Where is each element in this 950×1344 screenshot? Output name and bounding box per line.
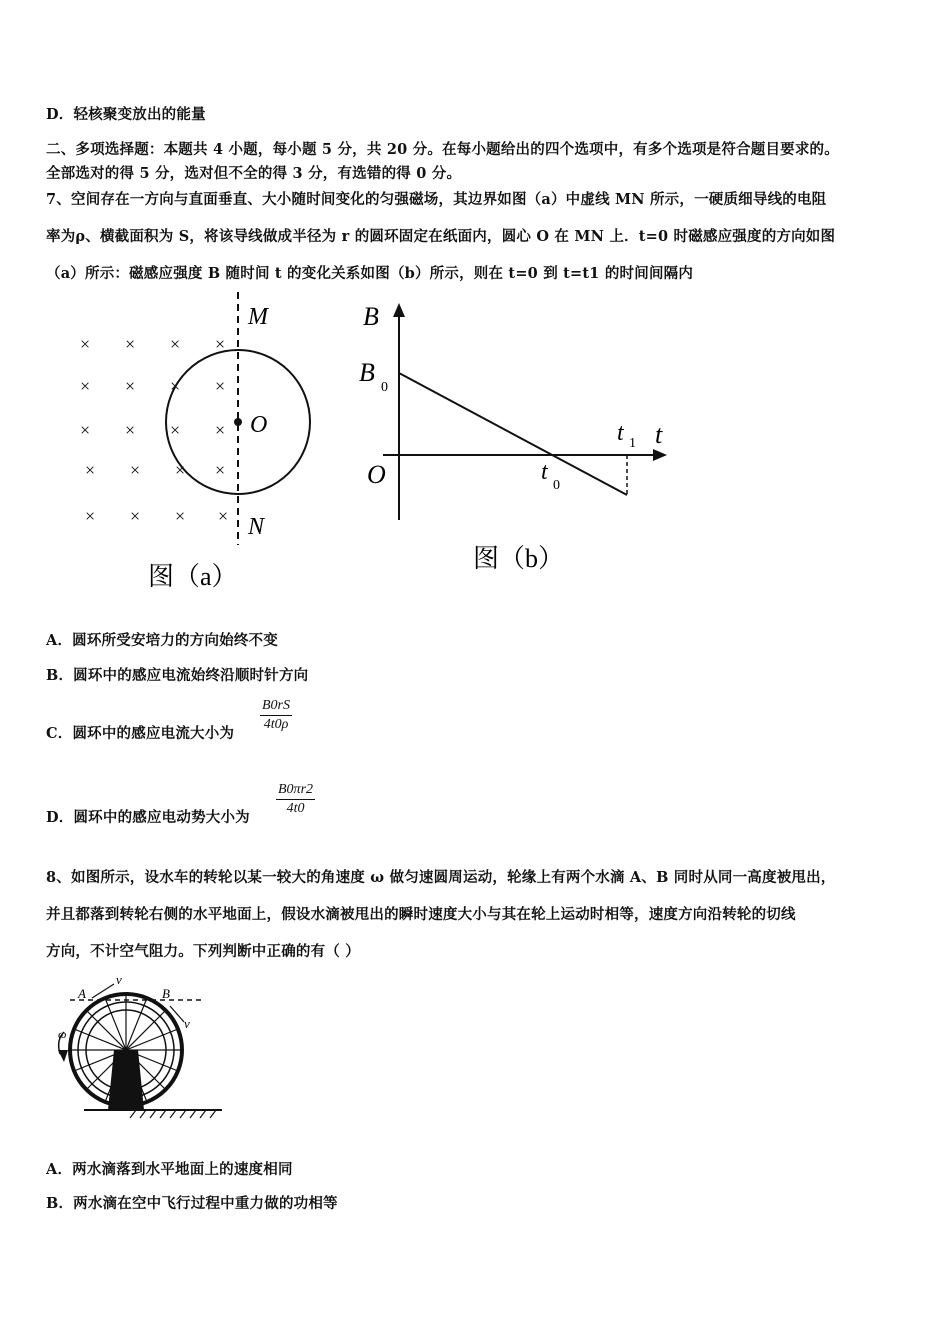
label-t0-sub: 0 [553,478,560,493]
label-t0: t [541,459,548,485]
caption-a: 图（a） [148,562,238,591]
svg-text:×: × [80,420,91,440]
q7-option-c-fraction [260,698,292,733]
q7-stem-3: （a）所示：磁感应强度 B 随时间 t 的变化关系如图（b）所示，则在 t=0 到 t=t1 的时间间隔内 [46,265,694,282]
center-dot [234,418,242,426]
label-t1-sub: 1 [629,436,636,451]
q8-stem-1: 8、如图所示，设水车的转轮以某一较大的角速度 ω 做匀速圆周运动，轮缘上有两个水滴 A、B 同时从同一高度被甩出， [46,869,836,886]
svg-text:×: × [80,376,91,396]
b-axis-arrow [393,303,405,317]
q7-option-d-fraction [276,782,315,817]
svg-text:×: × [125,376,136,396]
svg-text:×: × [215,334,226,354]
svg-text:×: × [125,420,136,440]
svg-text:×: × [125,334,136,354]
label-origin: O [367,460,386,489]
q7-stem-1: 7、空间存在一方向与直面垂直、大小随时间变化的匀强磁场，其边界如图（a）中虚线 MN 所示，一硬质细导线的电阻 [46,191,827,208]
q8-stem-3: 方向，不计空气阻力。下列判断中正确的有（ ） [46,943,360,960]
section-scoring: 全部选对的得 5 分，选对但不全的得 3 分，有选错的得 0 分。 [46,165,462,182]
q7-option-c: C．圆环中的感应电流大小为 [46,725,235,742]
d-numerator: B0πr2 [276,782,315,800]
label-t: t [655,420,663,449]
svg-text:×: × [215,420,226,440]
q7-option-b: B．圆环中的感应电流始终沿顺时针方向 [46,667,309,684]
label-b0: B [359,358,375,387]
svg-text:×: × [218,506,229,526]
q8-option-b: B．两水滴在空中飞行过程中重力做的功相等 [46,1195,338,1212]
q8-stem-2: 并且都落到转轮右侧的水平地面上，假设水滴被甩出的瞬时速度大小与其在轮上运动时相等，速度方向沿转轮的切线 [46,906,796,923]
label-t1: t [617,420,624,446]
svg-text:×: × [130,460,141,480]
q8-option-a: A．两水滴落到水平地面上的速度相同 [46,1161,293,1178]
svg-text:×: × [85,506,96,526]
svg-text:×: × [215,376,226,396]
d-denominator: 4t0 [286,801,305,816]
label-v-right: v [184,1016,190,1031]
label-v-top: v [116,972,122,987]
svg-text:×: × [170,334,181,354]
svg-text:×: × [85,460,96,480]
label-o: O [250,412,268,438]
svg-text:×: × [170,376,181,396]
wheel-support [108,1050,144,1110]
label-omega: ω [58,1027,67,1041]
q7-option-a: A．圆环所受安培力的方向始终不变 [46,632,278,649]
q7-stem-2: 率为ρ、横截面积为 S，将该导线做成半径为 r 的圆环固定在纸面内，圆心 O 在 MN 上．t=0 时磁感应强度的方向如图 [46,228,836,245]
magnetic-field-crosses [80,334,228,526]
label-b: B [363,302,379,331]
svg-text:×: × [175,460,186,480]
figure-a [60,290,320,600]
ground-hatch [130,1110,216,1118]
figure-b [355,295,685,585]
section-heading: 二、多项选择题：本题共 4 小题，每小题 5 分，共 20 分。在每小题给出的四个选项中，有多个选项是符合题目要求的。 [46,141,839,158]
water-wheel-figure [44,972,234,1122]
label-a: A [78,986,86,1001]
caption-b: 图（b） [473,544,565,573]
svg-text:×: × [215,460,226,480]
q7-option-d: D．圆环中的感应电动势大小为 [46,809,250,826]
svg-text:×: × [175,506,186,526]
b-t-graph-line [399,373,627,495]
label-b: B [162,986,170,1001]
t-axis-arrow [653,449,667,461]
c-denominator: 4t0ρ [263,717,289,732]
label-m: M [248,304,268,330]
svg-text:×: × [170,420,181,440]
c-numerator: B0rS [260,698,292,716]
svg-text:×: × [130,506,141,526]
q6-option-d: D．轻核聚变放出的能量 [46,106,206,123]
label-n: N [248,514,265,540]
label-b0-sub: 0 [381,380,388,395]
svg-text:×: × [80,334,91,354]
